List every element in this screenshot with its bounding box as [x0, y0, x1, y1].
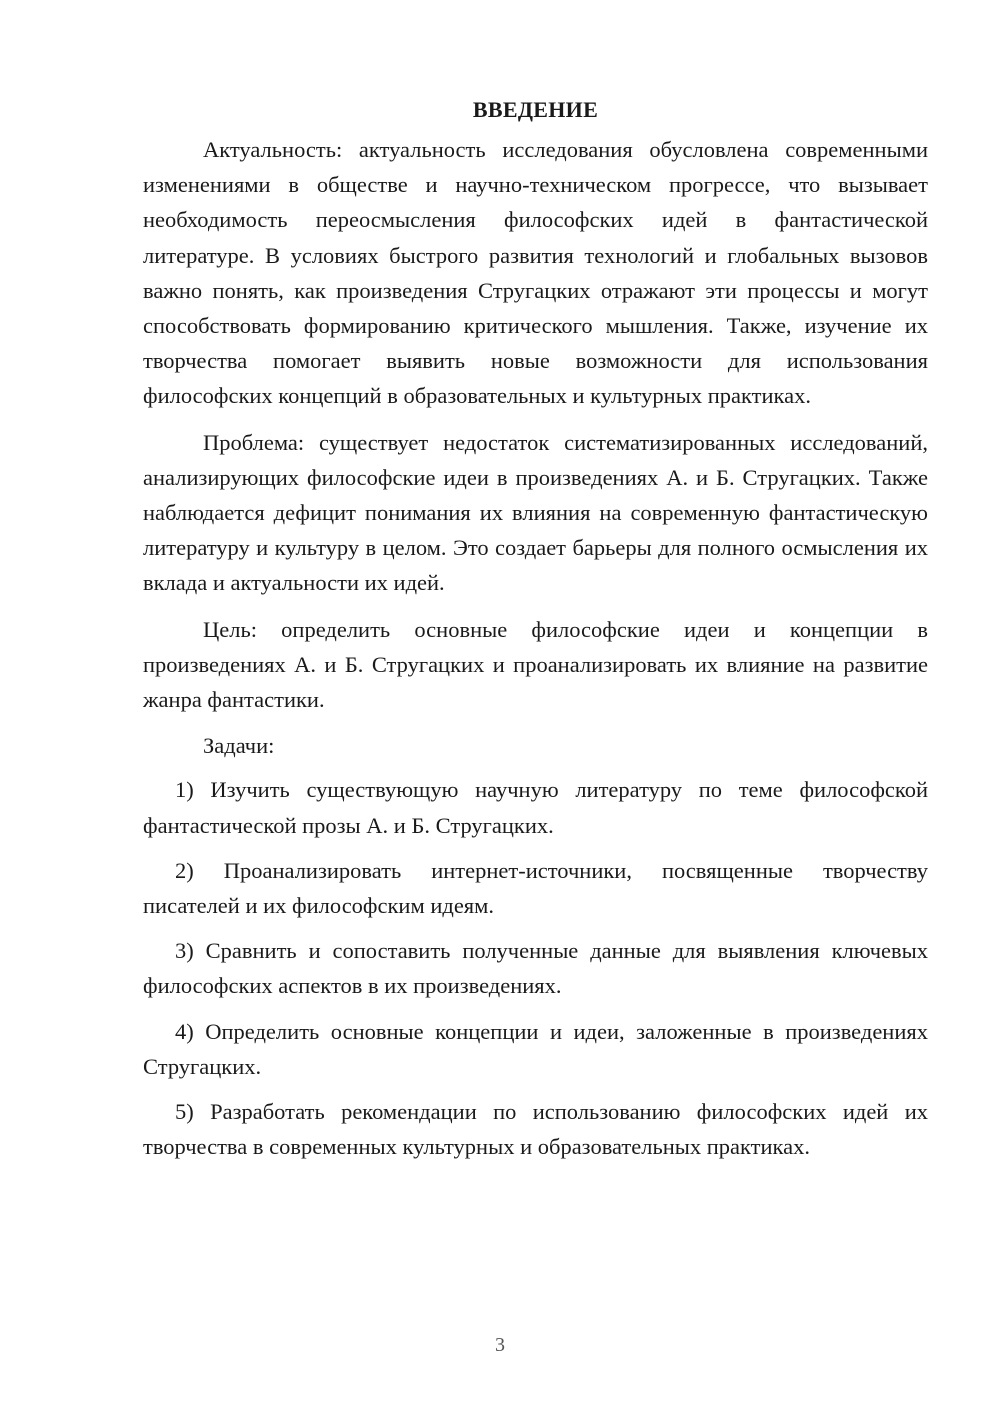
- task-item: 4) Определить основные концепции и идеи, заложенные в произведениях Стругацких.: [143, 1018, 928, 1079]
- task-item: 2) Проанализировать интернет-источники, посвященные творчеству писателей и их философским идеям.: [143, 857, 928, 919]
- task-item: 3) Сравнить и сопоставить полученные данные для выявления ключевых философских аспектов в их произведениях.: [143, 938, 928, 999]
- section-heading: ВВЕДЕНИЕ: [472, 97, 599, 122]
- task-item: 1) Изучить существующую научную литературу по теме философской фантастической прозы А. и Б. Стругацких.: [143, 777, 928, 838]
- task-item: 5) Разработать рекомендации по использованию философских идей их творчества в современных культурных и образовательных практиках.: [143, 1099, 928, 1160]
- paragraph-goal: Цель: определить основные философские идеи и концепции в произведениях А. и Б. Стругацких и проанализировать их влияние на развитие жанра фантастики.: [143, 616, 928, 713]
- document-page: [143, 92, 928, 1174]
- paragraph-problem: Проблема: существует недостаток систематизированных исследований, анализирующих философские идеи в произведениях А. и Б. Стругацких. Также наблюдается дефицит понимания их влияния на современную фантастическую литературу и культуру в целом. Это создает барьеры для полного осмысления их вклада и актуальности их идей.: [143, 429, 928, 596]
- page-number: 3: [495, 1334, 505, 1356]
- tasks-label: Задачи:: [203, 733, 275, 759]
- paragraph-relevance: Актуальность: актуальность исследования обусловлена современными изменениями в обществе и научно-техническом прогрессе, что вызывает необходимость переосмысления философских идей в фантастической литературе. В условиях быстрого развития технологий и глобальных вызовов важно понять, как произведения Стругацких отражают эти процессы и могут способствовать формированию критического мышления. Также, изучение их творчества помогает выявить новые возможности для использования философских концепций в образовательных и культурных практиках.: [143, 137, 928, 409]
